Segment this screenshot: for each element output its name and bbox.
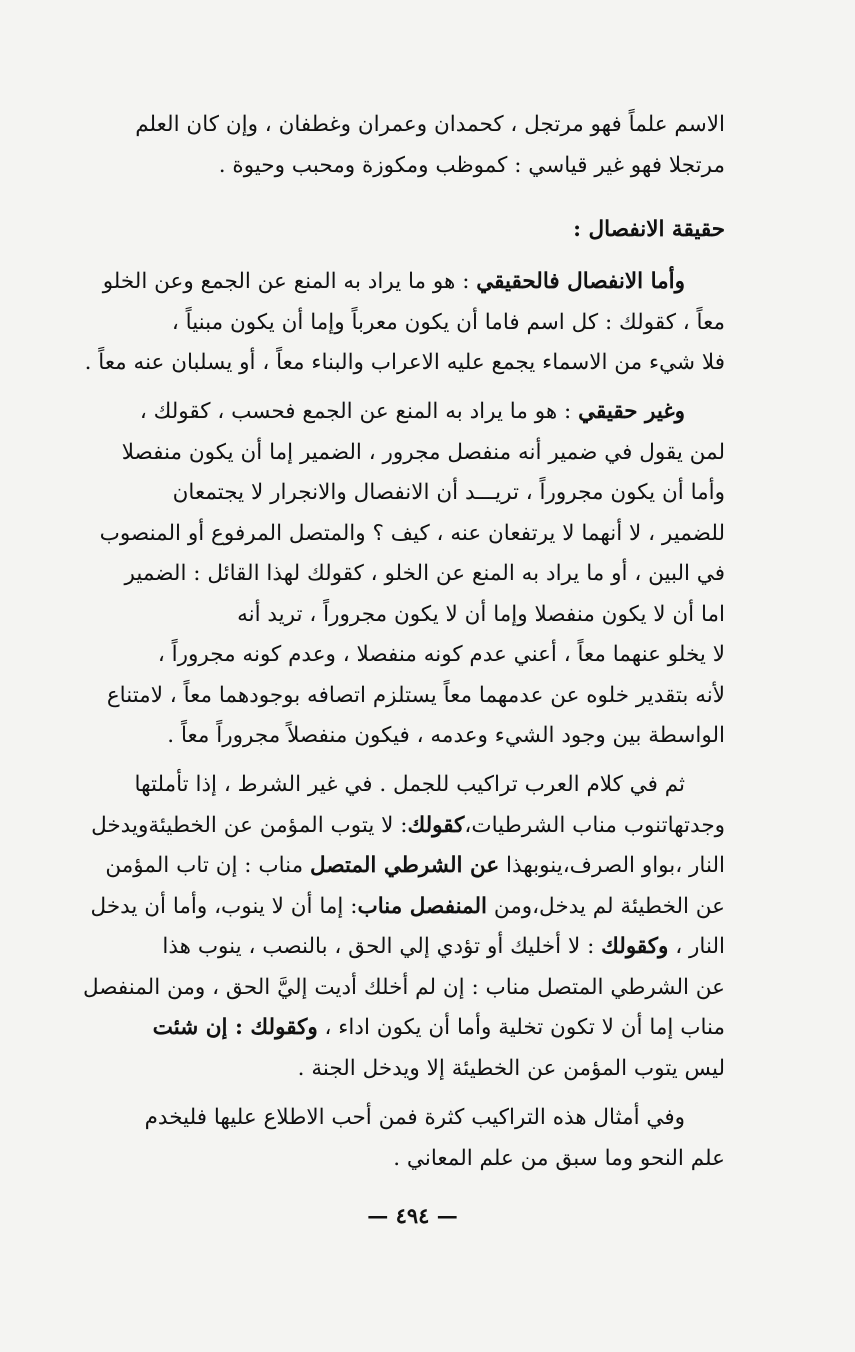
bold-term: وغير حقيقي — [578, 399, 685, 424]
text-line — [77, 806, 725, 847]
text-span: : لا أخليك أو تؤدي إلي الحق ، بالنصب ، ينوب هذا — [162, 934, 602, 959]
text-line: في البين ، أو ما يراد به المنع عن الخلو ، كقولك لهذا القائل : الضمير — [124, 561, 725, 586]
text-span: : لا يتوب المؤمن عن الخطيئةويدخل — [91, 812, 408, 838]
text-span: النار ، — [668, 934, 725, 959]
paragraph-2 — [77, 262, 725, 384]
bold-term: كقولك — [407, 812, 465, 838]
text-line: وفي أمثال هذه التراكيب كثرة فمن أحب الاطلاع عليها فليخدم — [144, 1105, 685, 1130]
text-line: مرتجلا فهو غير قياسي : كموظب ومكوزة ومحبب وحيوة . — [218, 152, 725, 178]
bold-term: عن الشرطي المتصل — [310, 853, 500, 878]
text-span: مناب إما أن لا تكون تخلية وأما أن يكون اداء ، — [317, 1015, 725, 1040]
text-line: لا يخلو عنهما معاً ، أعني عدم كونه منفصلا ، وعدم كونه مجروراً ، — [157, 642, 725, 667]
text-line — [77, 262, 725, 303]
text-line — [77, 846, 725, 887]
text-line — [77, 392, 725, 433]
text-line — [77, 887, 725, 928]
heading-text: حقيقة الانفصال : — [573, 217, 725, 242]
text-line: علم النحو وما سبق من علم المعاني . — [393, 1145, 725, 1171]
paragraph-3 — [77, 392, 725, 757]
text-line — [77, 927, 725, 968]
text-span: مناب : إن تاب المؤمن — [105, 853, 311, 878]
text-line: معاً ، كقولك : كل اسم فاما أن يكون معرباً وإما أن يكون مبنياً ، — [171, 309, 725, 335]
text-span: : هو ما يراد به المنع عن الجمع وعن الخلو — [102, 269, 477, 294]
text-line: عن الشرطي المتصل مناب : إن لم أخلك أديت إليَّ الحق ، ومن المنفصل — [82, 974, 725, 1000]
bold-term: المنفصل مناب — [357, 893, 488, 919]
paragraph-4 — [77, 765, 725, 1089]
text-span: : إما أن لا ينوب، وأما أن يدخل — [90, 893, 358, 919]
text-line: لمن يقول في ضمير أنه منفصل مجرور ، الضمير إما أن يكون منفصلا — [121, 439, 725, 465]
text-line: ثم في كلام العرب تراكيب للجمل . في غير الشرط ، إذا تأملتها — [134, 772, 685, 797]
text-line: للضمير ، لا أنهما لا يرتفعان عنه ، كيف ؟ والمتصل المرفوع أو المنصوب — [99, 520, 725, 546]
paragraph-5 — [77, 1098, 725, 1179]
text-line: فلا شيء من الاسماء يجمع عليه الاعراب والبناء معاً ، أو يسلبان عنه معاً . — [84, 350, 725, 375]
bold-term: وكقولك — [601, 934, 669, 959]
text-span: عن الخطيئة لم يدخل،ومن — [487, 893, 725, 919]
text-line: لأنه بتقدير خلوه عن عدمهما معاً يستلزم اتصافه بوجودهما معاً ، لامتناع — [106, 682, 725, 708]
bold-term: وكقولك : إن شئت — [152, 1015, 318, 1040]
text-span: وجدتهاتنوب مناب الشرطيات، — [464, 812, 725, 838]
text-line: الواسطة بين وجود الشيء وعدمه ، فيكون منفصلاً مجروراً معاً . — [167, 723, 725, 748]
text-line: ليس يتوب المؤمن عن الخطيئة إلا ويدخل الجنة . — [297, 1055, 725, 1081]
section-heading — [77, 210, 725, 251]
text-line: وأما أن يكون مجروراً ، تريـــد أن الانفصال والانجرار لا يجتمعان — [172, 480, 725, 505]
page-number: — ٤٩٤ — — [367, 1203, 458, 1228]
text-span: النار ،بواو الصرف،ينوبهذا — [499, 853, 725, 878]
text-line: الاسم علماً فهو مرتجل ، كحمدان وعمران وغطفان ، وإن كان العلم — [135, 112, 725, 137]
bold-term: وأما الانفصال فالحقيقي — [476, 269, 685, 294]
text-line — [77, 1008, 725, 1049]
text-span: : هو ما يراد به المنع عن الجمع فحسب ، كقولك ، — [139, 399, 579, 424]
text-line: اما أن لا يكون منفصلا وإما أن لا يكون مجروراً ، تريد أنه — [237, 601, 725, 627]
paragraph-1 — [77, 105, 725, 186]
